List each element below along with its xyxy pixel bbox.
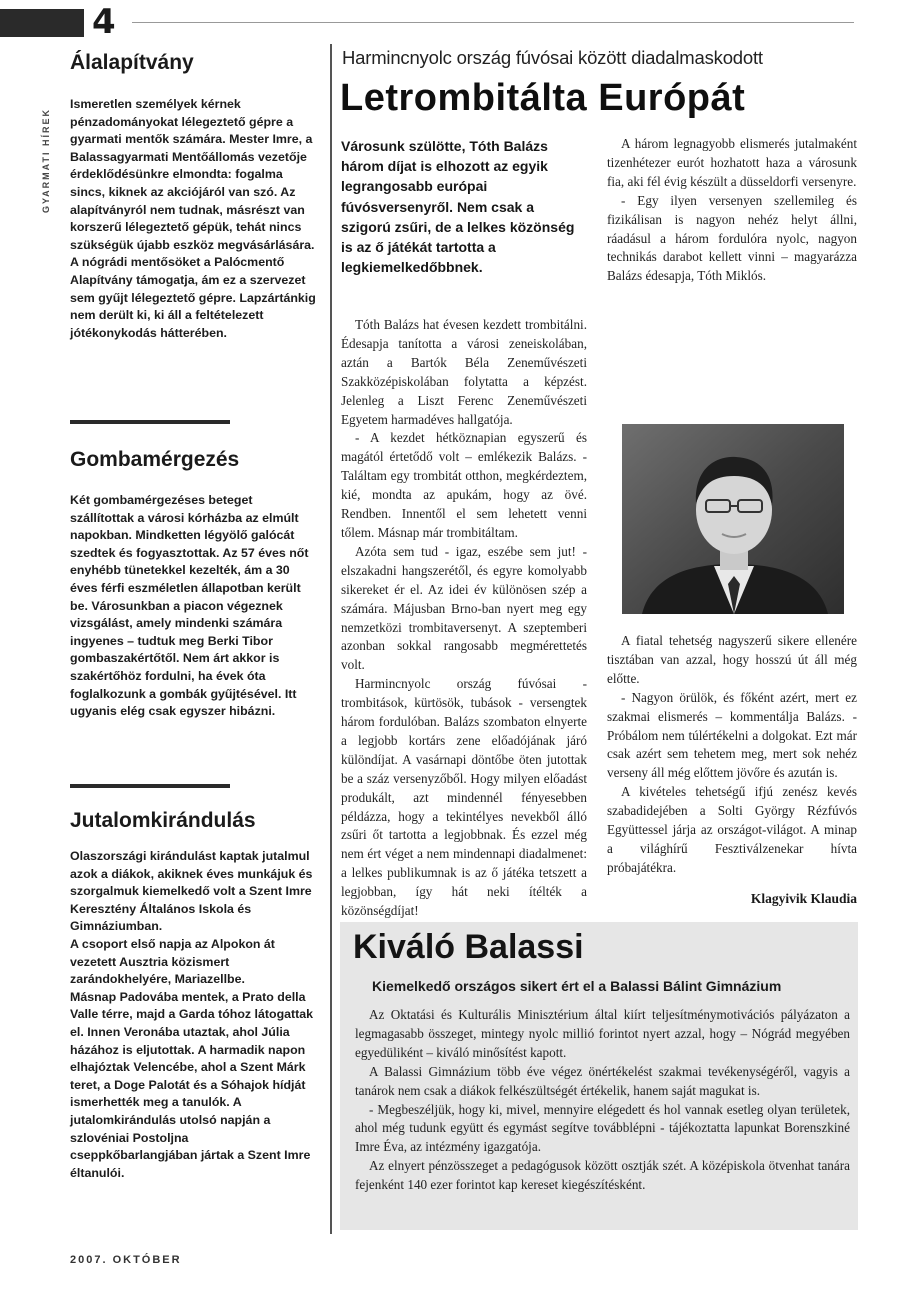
header-rule — [132, 22, 854, 23]
issue-date: 2007. OKTÓBER — [70, 1254, 182, 1266]
article-column-2-bottom — [607, 632, 857, 878]
page-header-bar — [0, 9, 84, 37]
paragraph: Másnap Padovába mentek, a Prato della Valle térre, majd a Garda tóhoz látogattak el. Innen Veronába utaztak, ahol Júlia házához is eljutottak. A harmadik napon elhajóztak Velencébe, ahol a Szent Márk teret, a Doge Palotát és a Sóhajok hídját ismerhették meg a tanulók. A jutalomkirándulás utolsó napján a szlovéniai Postoljna cseppkőbarlangjában jártak a Szent Imre éltanulói. — [70, 989, 314, 1180]
paragraph: A három legnagyobb elismerés jutalmaként tizenhétezer eurót hozhatott haza a városunk fia, aki fél évig készült a düsseldorfi versenyre. — [607, 136, 857, 189]
section-divider — [70, 784, 230, 788]
section-divider — [70, 420, 230, 424]
article-headline: Letrombitálta Európát — [340, 77, 746, 119]
boxed-article-body — [355, 1006, 850, 1195]
paragraph: Az Oktatási és Kulturális Minisztérium által kiírt teljesítménymotivációs pályázaton a legmagasabb összeget, mintegy nyolc millió forintot nyert azzal, hogy – Nógrád megyében egyedüliként – kiváló minősítést kapott. — [355, 1007, 850, 1060]
paragraph: A fiatal tehetség nagyszerű sikere ellenére tisztában van azzal, hogy hosszú út áll még előtte. — [607, 633, 857, 686]
paragraph: A kivételes tehetségű ifjú zenész kevés szabadidejében a Solti György Rézfúvós Együttessel járja az országot-világot. A minap a világhírű Fesztiválzenekar hívta próbajátékra. — [607, 784, 857, 875]
paragraph: Két gombamérgezéses beteget szállítottak a városi kórházba az elmúlt napokban. Mindketten légyölő galócát szedtek és fogyasztottak. Az 57 éves nőt enyhébb tünetekkel kezelték, ám a 30 éves férfi eszméletlen állapotban került be. Városunkban a piacon végeznek vizsgálást, amely mindenki számára ingyenes – tudtuk meg Berki Tibor gombaszakértőtől. Nem árt akkor is szakértőhöz fordulni, ha évek óta foglalkozunk a gombák gyűjtésével. Itt ugyanis elég csak egyszer hibázni. — [70, 493, 309, 719]
column-divider — [330, 44, 332, 1234]
article-author: Klagyivik Klaudia — [750, 891, 857, 906]
paragraph: Harmincnyolc ország fúvósai - trombitások, kürtösök, tubások - versengtek három fordulóban. Balázs szombaton elnyerte a legjobb kortárs zene előadójának járó különdíjat. A vasárnapi döntőbe öten jutottak be a száz versenyzőből. Hogy milyen előadást produkált, azt mindennél fényesebben példázza, hogy a tekintélyes nevekből álló zsűri őt tartotta a legjobbnak. És ezzel még nem ért véget a nem mindennapi diadalmenet: a lelkes publikumnak is az ő játéka tetszett a legjobban, így hát neki ítélték a közönségdíjat! — [341, 676, 587, 919]
paragraph: Azóta sem tud - igaz, eszébe sem jut! - elszakadni hangszerétől, és egyre komolyabb sikereket ér el. Az idei év különösen szép a számára. Májusban Brno-ban nyert meg egy nemzetközi trombitaversenyt. A szeptemberi azonban sokkal rangosabb megmérettetés volt. — [341, 543, 587, 673]
paragraph: - A kezdet hétköznapian egyszerű és magától értetődő volt – emlékezik Balázs. - Találtam egy trombitát otthon, megkérdeztem, kié, mondta az apukám, hogy az övé. Rendben. Innentől el sem lehetett venni tőlem. Másnap már trombitáltam. — [341, 430, 587, 540]
section-title-jutalomkirandulas: Jutalomkirándulás — [70, 809, 256, 832]
article-column-1 — [341, 316, 587, 921]
paragraph: A csoport első napja az Alpokon át vezetett Ausztria közismert zarándokhelyére, Mariazellbe. — [70, 936, 275, 987]
section-body-alapitvany — [70, 96, 318, 342]
paragraph: Olaszországi kirándulást kaptak jutalmul azok a diákok, akiknek éves munkájuk és szorgalmuk kiemelkedő volt a Szent Imre Keresztény Általános Iskola és Gimnáziumban. — [70, 849, 313, 934]
boxed-article-title: Kiváló Balassi — [353, 928, 584, 966]
paragraph: - Egy ilyen versenyen szellemileg és fizikálisan is nagyon nehéz helyt állni, ráadásul a három fordulóra nyolc, nagyon technikás darabot kellett vinni – magyarázza Balázs édesapja, Tóth Miklós. — [607, 192, 857, 284]
portrait-illustration — [622, 424, 844, 614]
section-body-gombamergezes — [70, 492, 318, 721]
article-kicker: Harmincnyolc ország fúvósai között diadalmaskodott — [342, 47, 763, 68]
paragraph: A Balassi Gimnázium több éve végez önértékelést szakmai tevékenységéről, vagyis a tanárok nem csak a diákok felkészültségét értékelik, hanem saját magukat is. — [355, 1063, 850, 1098]
page-number: 4 — [92, 2, 116, 42]
section-title-gombamergezes: Gombamérgezés — [70, 448, 240, 471]
section-title-alapitvany: Álalapítvány — [70, 51, 194, 74]
paragraph: Az elnyert pénzösszeget a pedagógusok között osztják szét. A középiskola ötvenhat tanára fejenként 140 ezer forintot kap kereset kiegészítésként. — [355, 1158, 850, 1193]
section-body-jutalomkirandulas — [70, 848, 318, 1182]
paragraph: Ismeretlen személyek kérnek pénzadományokat lélegeztető gépre a gyarmati mentők számára. Mester Imre, a Balassagyarmati Mentőállomás vezetője érdeklődésünkre elmondta: fogalma sincs, kiknek az akciójáról van szó. Az alapítványról nem tudnak, másrészt van korszerű lélegeztető gépük, tehát nincs szükségük újabb eszköz megvásárlására. A nógrádi mentősöket a Palócmentő Alapítvány támogatja, ám ez a szervezet sem gyűjt lélegeztető gépre. Lapzártánkig nem derült ki, ki áll a feltételezett jótékonykodás hátterében. — [70, 97, 316, 340]
article-column-2-top — [607, 135, 857, 286]
boxed-article-subtitle: Kiemelkedő országos sikert ért el a Balassi Bálint Gimnázium — [372, 978, 782, 994]
paragraph: - Megbeszéljük, hogy ki, mivel, mennyire elégedett és hol vannak esetleg olyan területek, ahol még tudunk együtt és egymást segítve továbblépni - tájékoztatta lapunkat Borenszkiné Imre Éva, az intézmény igazgatója. — [355, 1101, 850, 1155]
article-lead: Városunk szülötte, Tóth Balázs három díjat is elhozott az egyik legrangosabb európai fúvósversenyről. Nem csak a szigorú zsűri, de a lelkes közönség is az ő játékát tartotta a legkiemelkedőbbnek. — [341, 138, 575, 276]
paragraph: Tóth Balázs hat évesen kezdett trombitálni. Édesapja tanította a városi zeneiskolában, aztán a Bartók Béla Zeneművészeti Szakközépiskolában folytatta a képzést. Jelenleg a Liszt Ferenc Zeneművészeti Egyetem harmadéves hallgatója. — [341, 317, 587, 427]
side-label-text: GYARMATI HÍREK — [41, 108, 51, 214]
paragraph: - Nagyon örülök, és főként azért, mert ez szakmai elismerés – kommentálja Balázs. - Próbálom nem túlértékelni a dolgokat. Ezt már csak azért sem tehetem meg, mert sok nehéz verseny áll még előttem jövőre és azután is. — [607, 689, 857, 781]
portrait-photo — [622, 424, 844, 614]
